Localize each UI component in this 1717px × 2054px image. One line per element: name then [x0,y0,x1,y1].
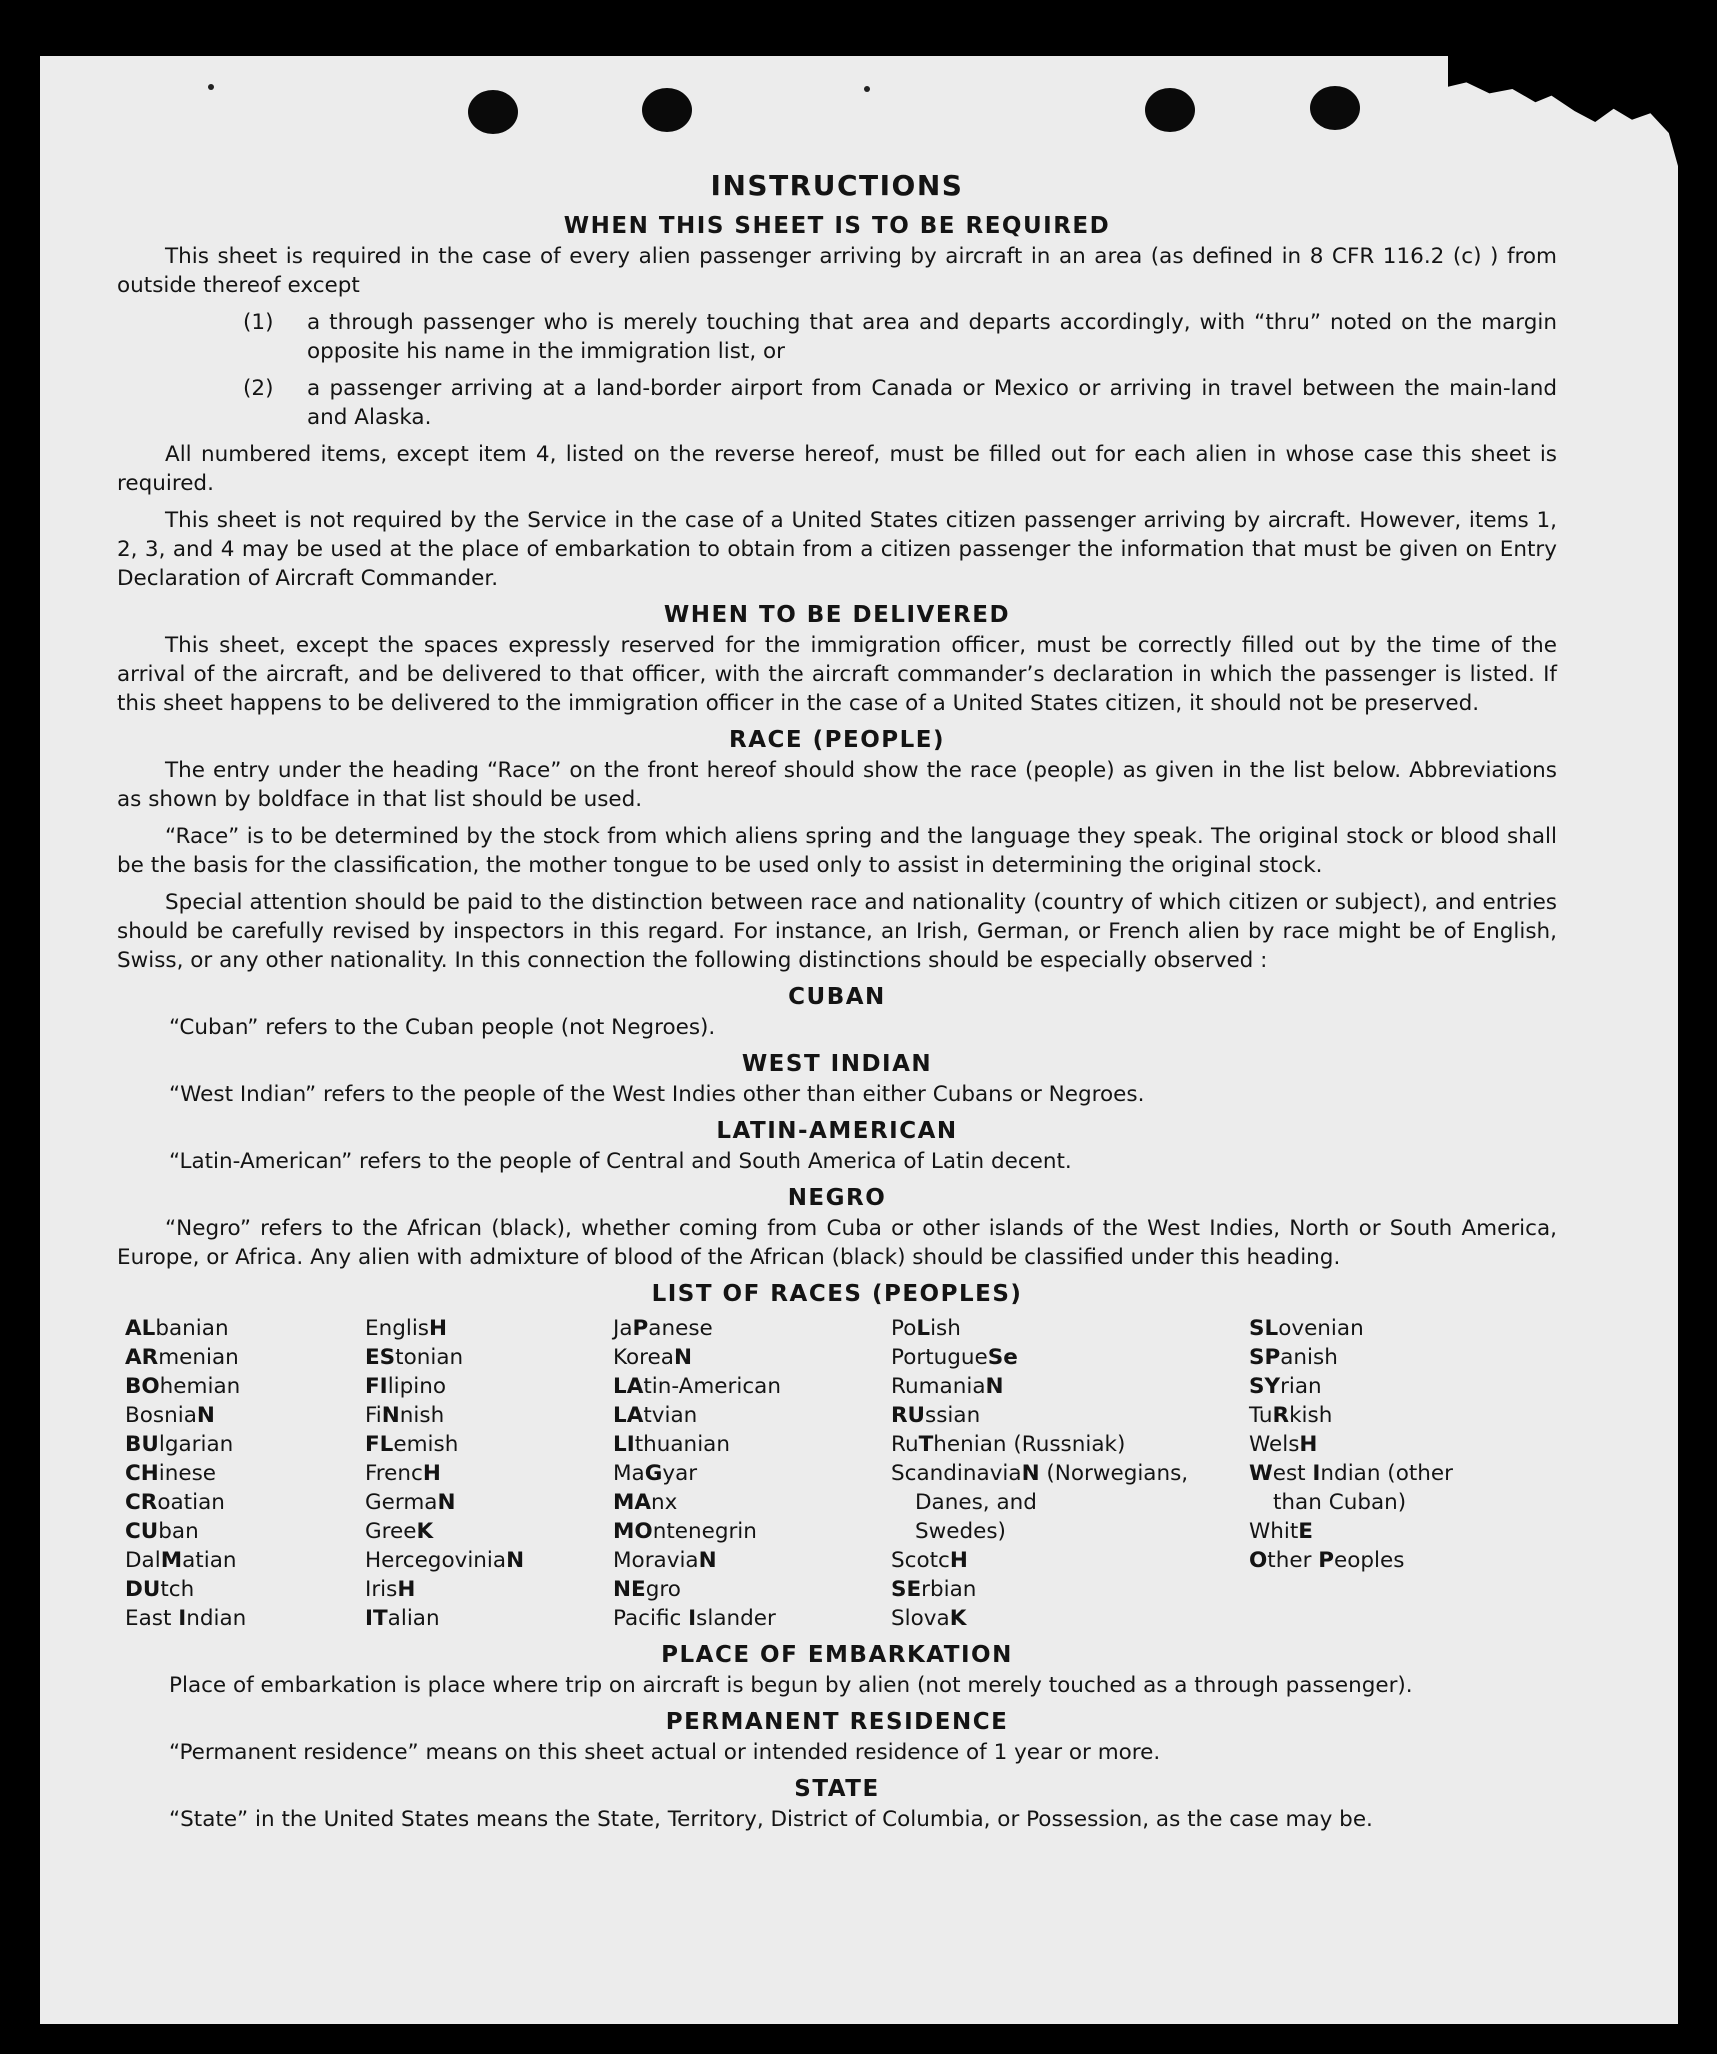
race-column [365,1314,613,1633]
race-entry: BosniaN [125,1403,215,1428]
race-entry: TuRkish [1249,1403,1333,1428]
race-entry: BUlgarian [125,1432,234,1457]
race-entry: ITalian [365,1606,440,1631]
item-number: (2) [243,376,274,401]
item-text: a passenger arriving at a land-border airport from Canada or Mexico or arriving in travel between the main-land and Alaska. [307,376,1557,430]
race-entry: FIlipino [365,1374,447,1399]
speck [864,86,870,92]
race-entry: IrisH [365,1577,416,1602]
punch-hole [1145,88,1195,132]
race-entry: ALbanian [125,1316,229,1341]
race-entry: SPanish [1249,1345,1338,1370]
section-heading-race: RACE (PEOPLE) [729,727,945,753]
torn-corner [1448,56,1678,166]
race-entry: FrencH [365,1461,441,1486]
paragraph: “Cuban” refers to the Cuban people (not Negroes). [169,1015,716,1040]
paragraph: Place of embarkation is place where trip on aircraft is begun by alien (not merely touched as a through passenger). [169,1673,1413,1698]
race-entry: WelsH [1249,1432,1318,1457]
race-entry: SYrian [1249,1374,1322,1399]
race-entry: LAtin-American [613,1374,781,1399]
race-entry: MAnx [613,1490,678,1515]
race-entry: East Indian [125,1606,247,1631]
race-column [613,1314,891,1633]
race-entry: EStonian [365,1345,464,1370]
numbered-item [243,308,1557,366]
paragraph: Special attention should be paid to the distinction between race and nationality (country of which citizen or subject), and entries should be carefully revised by inspectors in this regard. For instance, an Irish, German, or French alien by race might be of English, Swiss, or any other nationality. In this connection the following distinctions should be especially observed : [117,890,1557,973]
race-column [891,1314,1249,1633]
paragraph: All numbered items, except item 4, listed on the reverse hereof, must be filled out for each alien in whose case this sheet is required. [117,442,1557,496]
race-entry: West Indian (other [1249,1461,1453,1486]
race-entry: Swedes) [915,1519,1006,1544]
section-heading-cuban: CUBAN [788,984,886,1010]
punch-hole [642,88,692,132]
race-entry: SlovaK [891,1606,967,1631]
race-entry: KoreaN [613,1345,692,1370]
race-entry: Danes, and [915,1490,1037,1515]
section-heading-negro: NEGRO [787,1185,887,1211]
race-entry: ARmenian [125,1345,239,1370]
race-entry: MaGyar [613,1461,698,1486]
race-entry: DalMatian [125,1548,237,1573]
race-entry: RumaniaN [891,1374,1004,1399]
race-entry: MOntenegrin [613,1519,757,1544]
race-entry: PoLish [891,1316,961,1341]
section-heading-state: STATE [794,1776,880,1802]
race-entry: CUban [125,1519,199,1544]
race-entry: GermaN [365,1490,456,1515]
punch-hole [1310,86,1360,130]
section-heading-required: WHEN THIS SHEET IS TO BE REQUIRED [563,213,1111,239]
paragraph: This sheet is not required by the Service in the case of a United States citizen passenger arriving by aircraft. However, items 1, 2, 3, and 4 may be used at the place of embarkation to obtain from a citizen passenger the information that must be given on Entry Declaration of Aircraft Commander. [117,508,1557,591]
race-entry: ScandinaviaN (Norwegians, [891,1461,1189,1486]
race-entry: GreeK [365,1519,434,1544]
section-heading-embarkation: PLACE OF EMBARKATION [661,1642,1013,1668]
race-entry: CRoatian [125,1490,225,1515]
race-entry: RuThenian (Russniak) [891,1432,1126,1457]
race-entry: CHinese [125,1461,217,1486]
race-entry: BOhemian [125,1374,241,1399]
item-number: (1) [243,310,274,335]
race-entry: SLovenian [1249,1316,1364,1341]
speck [208,84,214,90]
race-entry: LAtvian [613,1403,698,1428]
race-entry: LIthuanian [613,1432,730,1457]
race-entry: EnglisH [365,1316,448,1341]
race-column [1249,1314,1529,1633]
section-heading-residence: PERMANENT RESIDENCE [665,1709,1009,1735]
paragraph: The entry under the heading “Race” on the front hereof should show the race (people) as given in the list below. Abbreviations as shown by boldface in that list should be used. [117,758,1557,812]
punch-hole [468,90,518,134]
race-entry: than Cuban) [1273,1490,1407,1515]
race-entry: JaPanese [613,1316,713,1341]
race-entry: HercegoviniaN [365,1548,525,1573]
paragraph: “State” in the United States means the State, Territory, District of Columbia, or Possession, as the case may be. [169,1807,1373,1832]
race-entry: FiNnish [365,1403,445,1428]
race-entry: SErbian [891,1577,977,1602]
race-entry: FLemish [365,1432,459,1457]
race-entry: WhitE [1249,1519,1313,1544]
item-text: a through passenger who is merely touching that area and departs accordingly, with “thru” noted on the margin opposite his name in the immigration list, or [307,310,1557,364]
race-entry: ScotcH [891,1548,968,1573]
paragraph: “West Indian” refers to the people of the West Indies other than either Cubans or Negroes. [169,1082,1145,1107]
race-entry: RUssian [891,1403,981,1428]
numbered-item [243,374,1557,432]
section-heading-west-indian: WEST INDIAN [741,1051,933,1077]
page-title: INSTRUCTIONS [710,169,964,202]
race-entry: Pacific Islander [613,1606,776,1631]
race-column [125,1314,365,1633]
section-heading-delivered: WHEN TO BE DELIVERED [663,602,1011,628]
paragraph: “Permanent residence” means on this sheet actual or intended residence of 1 year or more. [169,1740,1161,1765]
race-entry: MoraviaN [613,1548,717,1573]
race-entry: Other Peoples [1249,1548,1405,1573]
paragraph: “Negro” refers to the African (black), whether coming from Cuba or other islands of the West Indies, North or South America, Europe, or Africa. Any alien with admixture of blood of the African (black) should be classified under this heading. [117,1216,1557,1270]
paragraph: This sheet, except the spaces expressly reserved for the immigration officer, must be correctly filled out by the time of the arrival of the aircraft, and be delivered to that officer, with the aircraft commander’s declaration in which the passenger is listed. If this sheet happens to be delivered to the immigration officer in the case of a United States citizen, it should not be preserved. [117,633,1557,716]
instructions-content [117,168,1557,1834]
paragraph: “Race” is to be determined by the stock from which aliens spring and the language they speak. The original stock or blood shall be the basis for the classification, the mother tongue to be used only to assist in determining the original stock. [117,824,1557,878]
section-heading-list-of-races: LIST OF RACES (PEOPLES) [651,1281,1023,1307]
race-list [125,1314,1557,1633]
paragraph: This sheet is required in the case of every alien passenger arriving by aircraft in an area (as defined in 8 CFR 116.2 (c) ) from outside thereof except [117,244,1557,298]
race-entry: PortugueSe [891,1345,1018,1370]
paragraph: “Latin-American” refers to the people of Central and South America of Latin decent. [169,1149,1072,1174]
race-entry: NEgro [613,1577,681,1602]
section-heading-latin-american: LATIN-AMERICAN [716,1118,958,1144]
race-entry: DUtch [125,1577,195,1602]
